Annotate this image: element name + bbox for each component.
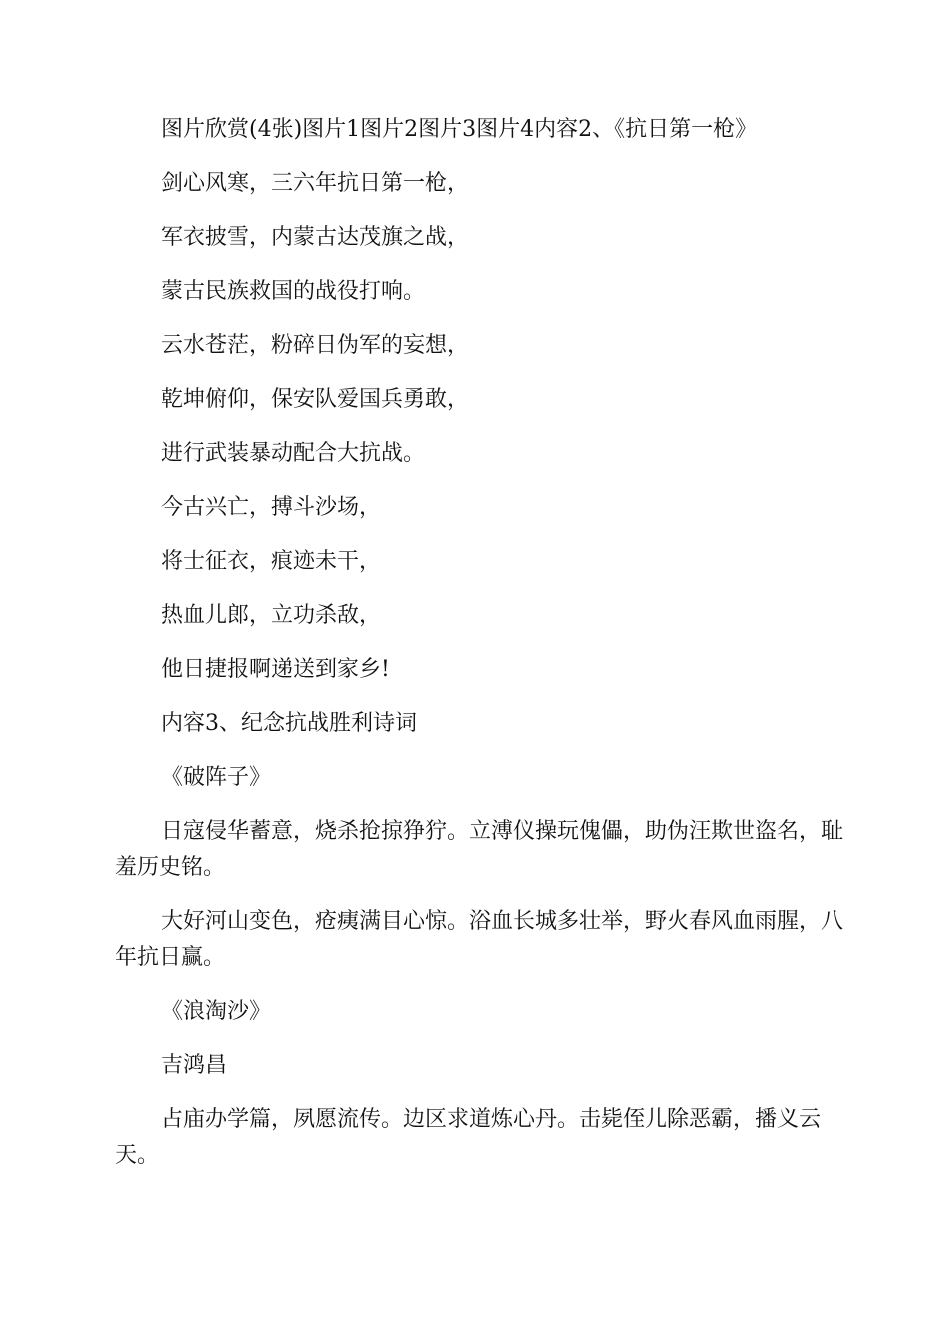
paragraph-11: 他日捷报啊递送到家乡! — [161, 657, 390, 682]
paragraph-12: 内容3、纪念抗战胜利诗词 — [161, 711, 417, 736]
paragraph-18: 占庙办学篇，夙愿流传。边区求道炼心丹。击毙侄儿除恶霸，播义云天。 — [115, 1107, 822, 1168]
paragraph-1: 图片欣赏(4张)图片1图片2图片3图片4内容2、《抗日第一枪》 — [161, 117, 758, 142]
paragraph-14: 日寇侵华蓄意，烧杀抢掠狰狞。立溥仪操玩傀儡，助伪汪欺世盗名，耻羞历史铭。 — [115, 819, 844, 880]
paragraph-17: 吉鸿昌 — [161, 1053, 228, 1078]
paragraph-7: 进行武装暴动配合大抗战。 — [161, 441, 426, 466]
paragraph-8: 今古兴亡，搏斗沙场， — [161, 495, 382, 520]
paragraph-6: 乾坤俯仰，保安队爱国兵勇敢， — [161, 387, 470, 412]
paragraph-15: 大好河山变色，疮痍满目心惊。浴血长城多壮举，野火春风血雨腥，八年抗日赢。 — [115, 909, 844, 970]
paragraph-10: 热血儿郎，立功杀敌， — [161, 603, 382, 628]
paragraph-3: 军衣披雪，内蒙古达茂旗之战， — [161, 225, 470, 250]
paragraph-9: 将士征衣，痕迹未干， — [161, 549, 382, 574]
paragraph-5: 云水苍茫，粉碎日伪军的妄想， — [161, 333, 470, 358]
paragraph-2: 剑心风寒，三六年抗日第一枪， — [161, 171, 470, 196]
paragraph-13: 《破阵子》 — [161, 765, 272, 790]
paragraph-4: 蒙古民族救国的战役打响。 — [161, 279, 426, 304]
paragraph-16: 《浪淘沙》 — [161, 999, 272, 1024]
